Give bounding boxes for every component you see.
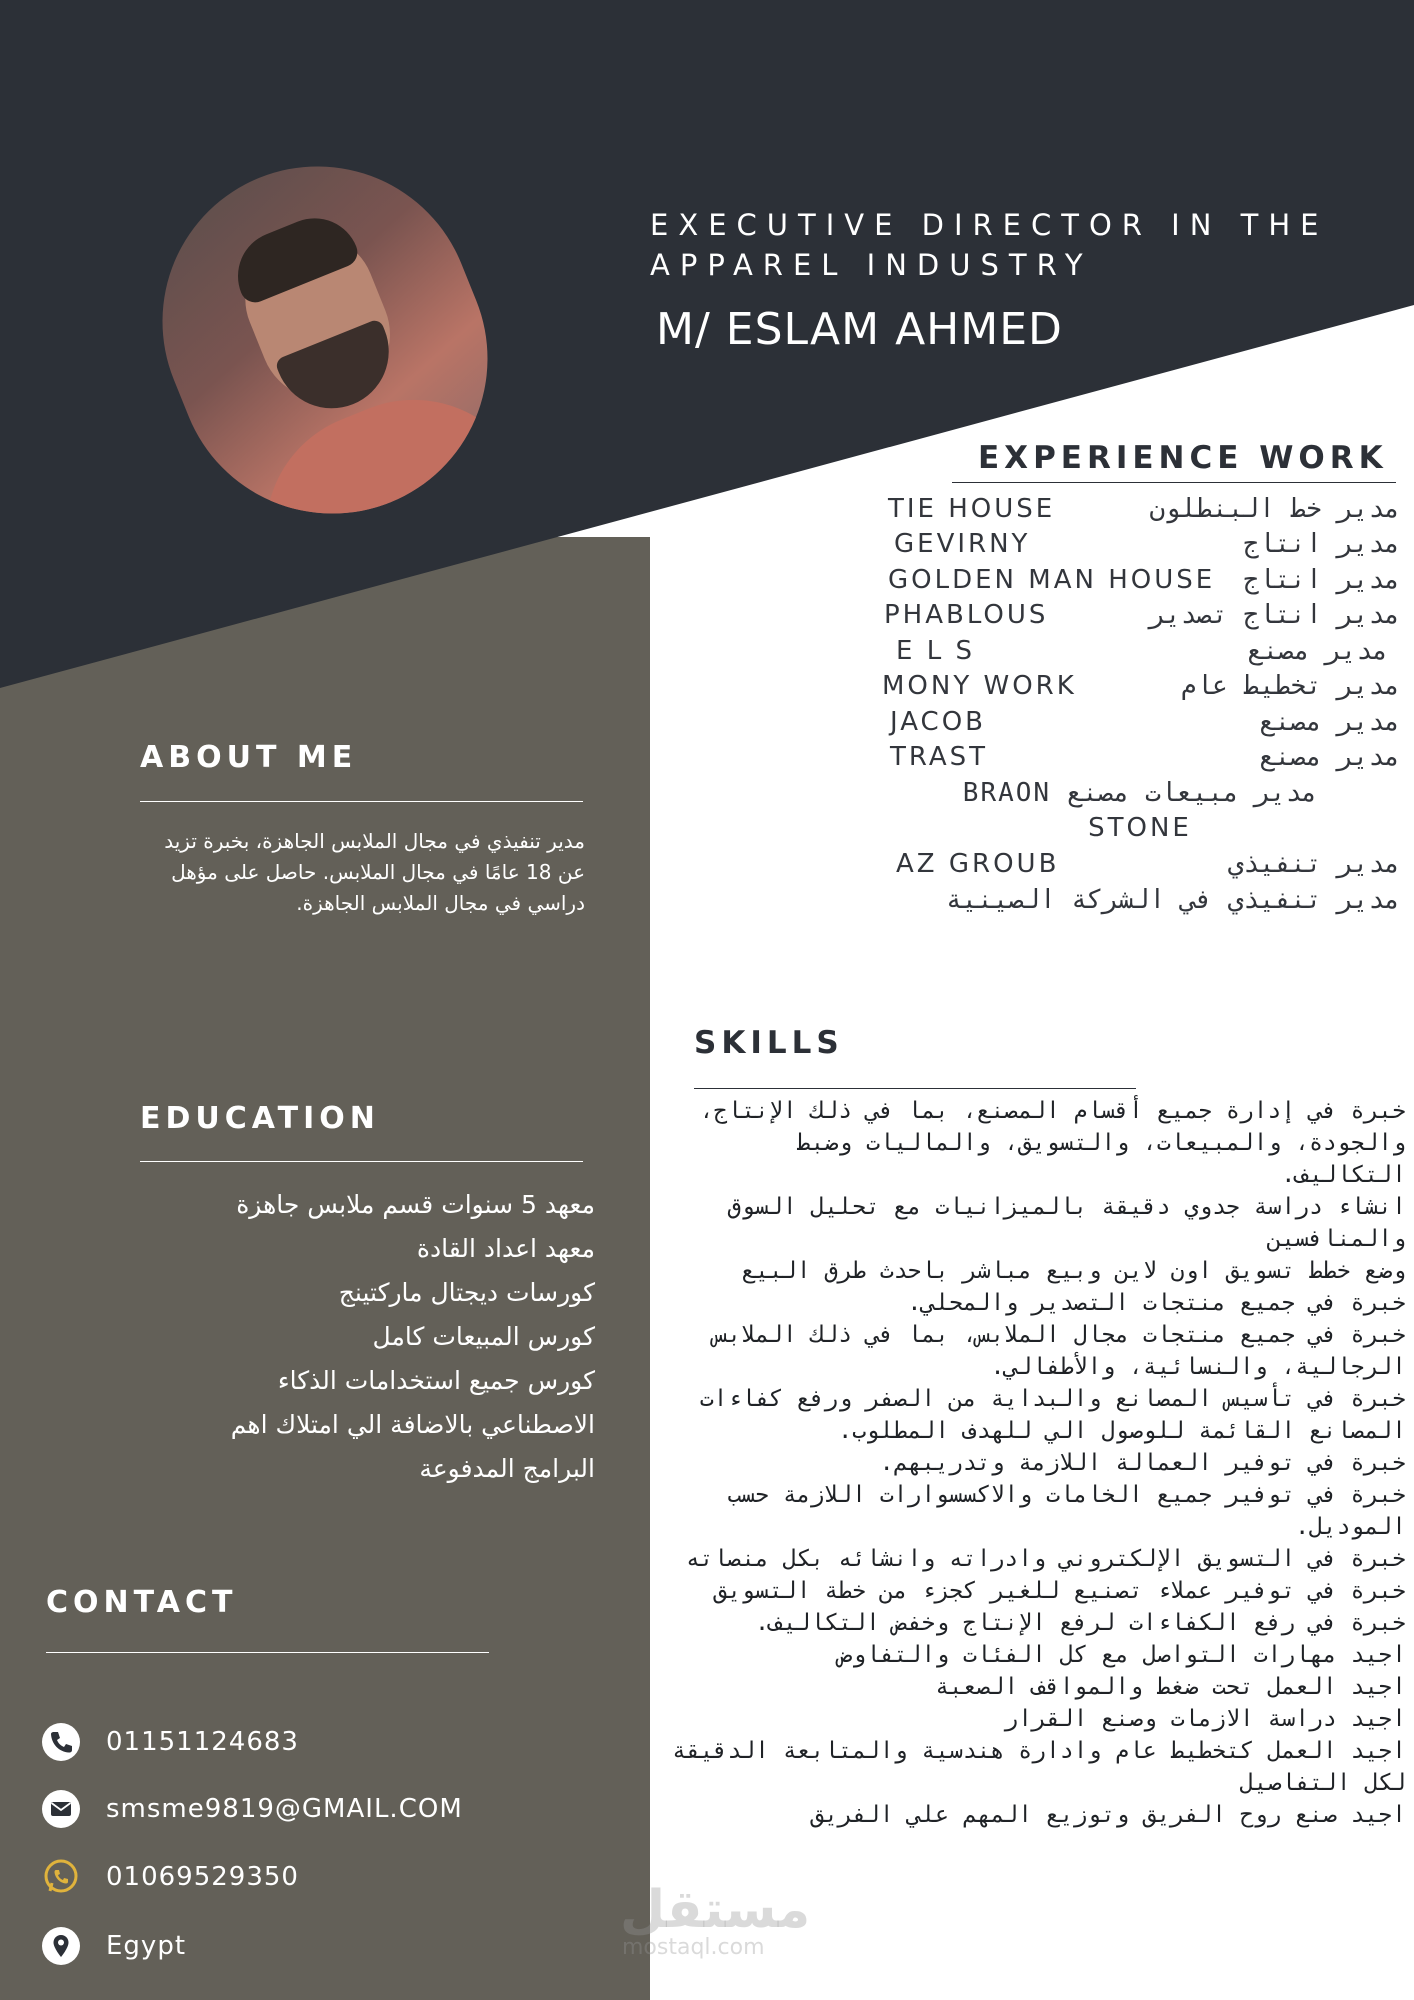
experience-company: JACOB — [890, 707, 986, 737]
skill-item: اجيد دراسة الازمات وصنع القرار — [1004, 1706, 1406, 1732]
experience-item — [880, 565, 1400, 599]
experience-company: TIE HOUSE — [888, 494, 1056, 524]
experience-role: مدير خط البنطلون — [1149, 494, 1400, 524]
contact-email[interactable] — [42, 1788, 602, 1832]
experience-company: TRAST — [890, 742, 989, 772]
skill-item: خبرة في توفير عملاء تصنيع للغير كجزء من خطة التسويق — [713, 1578, 1406, 1604]
experience-company: AZ GROUB — [896, 849, 1060, 879]
skill-item: خبرة في إدارة جميع أقسام المصنع، بما في ذلك الإنتاج، والجودة، والمبيعات، والتسويق، والماليات وضبط التكاليف. — [699, 1098, 1406, 1188]
experience-heading: EXPERIENCE WORK — [978, 440, 1388, 476]
skill-item: خبرة في توفير العمالة اللازمة وتدريبهم. — [879, 1450, 1406, 1476]
skill-item: اجيد العمل تحت ضغط والمواقف الصعبة — [935, 1674, 1406, 1700]
contact-location[interactable] — [42, 1925, 602, 1969]
skill-item: خبرة في جميع منتجات مجال الملابس، بما في ذلك الملابس الرجالية، والنسائية، والأطفالي. — [713, 1322, 1406, 1380]
contact-phone-text: 01151124683 — [106, 1727, 299, 1757]
experience-role: مدير انتاج — [1243, 529, 1400, 559]
experience-role: مدير مصنع — [1259, 742, 1400, 772]
phone-icon — [42, 1723, 80, 1761]
skill-item: خبرة في رفع الكفاءات لرفع الإنتاج وخفض التكاليف. — [755, 1610, 1406, 1636]
experience-item — [880, 636, 1400, 670]
experience-item — [880, 707, 1400, 741]
experience-role: مدير تخطيط عام — [1180, 671, 1400, 701]
email-icon — [42, 1790, 80, 1828]
experience-role: مدير انتاج تصدير — [1149, 600, 1400, 630]
experience-company: GOLDEN MAN HOUSE — [888, 565, 1216, 595]
experience-braon-line-2: STONE — [1088, 813, 1192, 843]
contact-phone[interactable] — [42, 1721, 602, 1765]
education-item: الاصطناعي بالاضافة الي امتلاك اهم — [230, 1410, 595, 1439]
whatsapp-icon — [42, 1858, 80, 1896]
education-item: معهد 5 سنوات قسم ملابس جاهزة — [236, 1190, 595, 1219]
experience-item — [880, 671, 1400, 705]
experience-braon-line-1: مدير مبيعات مصنع BRAON — [962, 778, 1318, 808]
education-item: كورسات ديجتال ماركتينج — [338, 1278, 595, 1307]
education-item: البرامج المدفوعة — [419, 1454, 595, 1483]
experience-item — [880, 494, 1400, 528]
experience-role: مدير انتاج — [1243, 565, 1400, 595]
experience-item — [880, 849, 1400, 883]
skill-item: خبرة في توفير جميع الخامات والاكسسوارات اللازمة حسب الموديل. — [727, 1482, 1406, 1540]
experience-company: GEVIRNY — [894, 529, 1031, 559]
skill-item: اجيد صنع روح الفريق وتوزيع المهم علي الفريق — [810, 1802, 1406, 1828]
skill-item: خبرة في جميع منتجات التصدير والمحلي. — [907, 1290, 1406, 1316]
experience-role: مدير تنفيذي — [1227, 849, 1400, 879]
education-item: كورس جميع استخدامات الذكاء — [277, 1366, 595, 1395]
skill-item: انشاء دراسة جدوي دقيقة بالميزانيات مع تحليل السوق والمنافسين — [727, 1194, 1406, 1252]
skill-item: خبرة في تأسيس المصانع والبداية من الصفر ورفع كفاءات المصانع القائمة للوصول الي للهدف المطلوب. — [699, 1386, 1406, 1444]
experience-company: PHABLOUS — [884, 600, 1049, 630]
about-heading: ABOUT ME — [140, 740, 358, 775]
contact-email-text: smsme9819@GMAIL.COM — [106, 1794, 463, 1824]
education-item: كورس المبيعات كامل — [372, 1322, 595, 1351]
experience-item — [880, 600, 1400, 634]
experience-role: مدير مصنع — [1247, 636, 1388, 666]
skills-heading: SKILLS — [694, 1025, 844, 1061]
job-title-line-1: EXECUTIVE DIRECTOR IN THE — [650, 208, 1329, 242]
education-rule — [140, 1161, 583, 1162]
location-pin-icon — [42, 1927, 80, 1965]
contact-whatsapp[interactable] — [42, 1856, 602, 1900]
experience-rule — [952, 482, 1396, 483]
education-list — [140, 1183, 595, 1491]
experience-role: مدير مصنع — [1259, 707, 1400, 737]
contact-rule — [46, 1652, 489, 1653]
education-item: معهد اعداد القادة — [416, 1234, 595, 1263]
skill-item: وضع خطط تسويق اون لاين وبيع مباشر باحدث طرق البيع — [741, 1258, 1406, 1284]
skill-item: اجيد العمل كتخطيط عام وادارة هندسية والمتابعة الدقيقة لكل التفاصيل — [672, 1738, 1406, 1796]
experience-item — [880, 742, 1400, 776]
skills-list — [672, 1095, 1406, 1831]
about-text: مدير تنفيذي في مجال الملابس الجاهزة، بخبرة تزيد عن 18 عامًا في مجال الملابس. حاصل على مؤهل دراسي في مجال الملابس الجاهزة. — [164, 829, 585, 915]
about-rule — [140, 801, 583, 802]
contact-whatsapp-text: 01069529350 — [106, 1862, 299, 1892]
job-title-line-2: APPAREL INDUSTRY — [650, 248, 1093, 282]
experience-company: E L S — [896, 636, 975, 666]
experience-item — [880, 529, 1400, 563]
skill-item: خبرة في التسويق الإلكتروني وادراته وانشائه بكل منصاته — [685, 1546, 1406, 1572]
contact-heading: CONTACT — [46, 1585, 238, 1620]
skills-rule — [694, 1088, 1136, 1089]
skill-item: اجيد مهارات التواصل مع كل الفئات والتفاوض — [838, 1642, 1406, 1668]
experience-company: MONY WORK — [882, 671, 1077, 701]
experience-last-line: مدير تنفيذي في الشركة الصينية — [946, 885, 1400, 915]
contact-location-text: Egypt — [106, 1931, 187, 1961]
person-name: M/ ESLAM AHMED — [656, 304, 1063, 355]
education-heading: EDUCATION — [140, 1101, 380, 1136]
watermark-arabic: مستقل — [620, 1880, 811, 1940]
watermark-latin: mostaql.com — [622, 1935, 765, 1960]
